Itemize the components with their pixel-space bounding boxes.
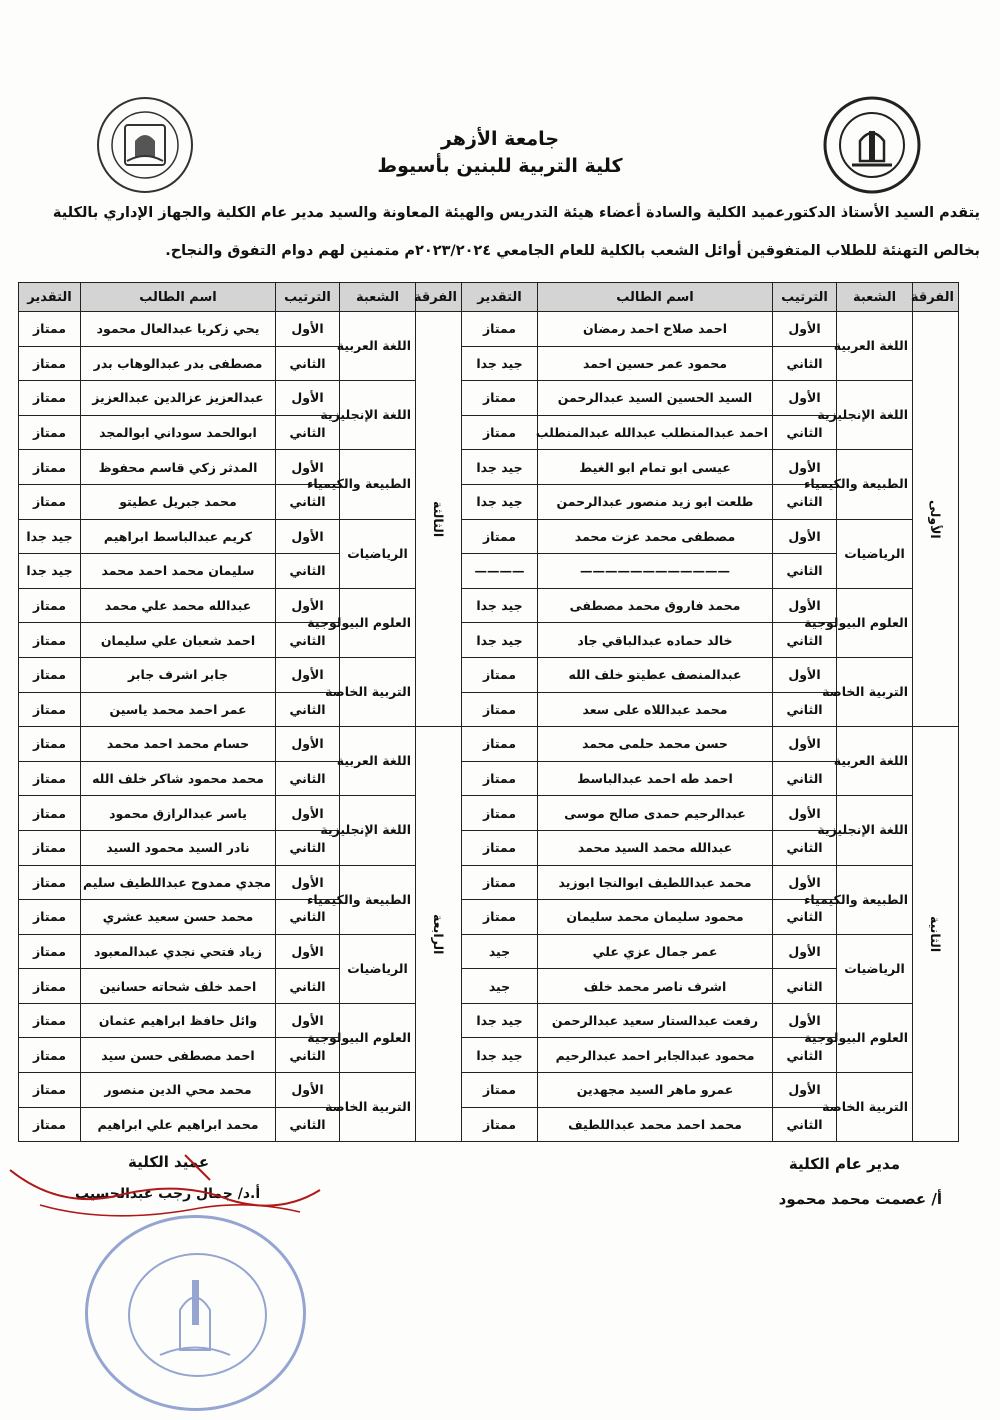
rank-cell: الثاني (773, 484, 837, 519)
grade-cell: ممتاز (462, 415, 538, 450)
grade-cell: ممتاز (462, 761, 538, 796)
grade-cell: ممتاز (462, 519, 538, 554)
branch-cell: العلوم البيولوجية (837, 588, 913, 657)
grade-cell: ممتاز (19, 692, 81, 727)
student-name-cell: مصطفى بدر عبدالوهاب بدر (81, 346, 276, 381)
grade-cell: ممتاز (19, 381, 81, 416)
rank-cell: الثاني (773, 415, 837, 450)
student-name-cell: يحي زكريا عبدالعال محمود (81, 312, 276, 347)
table-row (19, 588, 959, 623)
grade-cell: جيد جدا (462, 623, 538, 658)
grade-cell: ممتاز (462, 796, 538, 831)
grade-cell: جيد جدا (462, 588, 538, 623)
grade-cell: ممتاز (19, 1038, 81, 1073)
rank-cell: الثاني (276, 761, 340, 796)
grade-cell: ممتاز (19, 830, 81, 865)
branch-cell: اللغة الإنجليزية (340, 381, 416, 450)
table-row (19, 657, 959, 692)
table-row (19, 727, 959, 762)
student-name-cell: طلعت ابو زيد منصور عبدالرحمن (538, 484, 773, 519)
grade-cell: ممتاز (19, 796, 81, 831)
grade-cell: ممتاز (462, 1107, 538, 1142)
grade-cell: ———— (462, 554, 538, 589)
faculty-name: كلية التربية للبنين بأسيوط (377, 155, 623, 177)
table-row (19, 796, 959, 831)
year-label: الرابعة (431, 914, 446, 955)
grade-cell: ممتاز (462, 900, 538, 935)
rank-cell: الأول (276, 450, 340, 485)
student-name-cell: ابوالحمد سوداني ابوالمجد (81, 415, 276, 450)
student-name-cell: محمد عبداللطيف ابوالنجا ابوزيد (538, 865, 773, 900)
rank-cell: الأول (773, 657, 837, 692)
grade-cell: ممتاز (19, 484, 81, 519)
student-name-cell: احمد خلف شحاته حسانين (81, 969, 276, 1004)
rank-cell: الأول (773, 312, 837, 347)
grade-cell: ممتاز (19, 900, 81, 935)
student-name-cell: وائل حافظ ابراهيم عثمان (81, 1003, 276, 1038)
branch-cell: العلوم البيولوجية (340, 1003, 416, 1072)
student-name-cell: محمد جبريل عطيتو (81, 484, 276, 519)
grade-cell: جيد جدا (462, 346, 538, 381)
grade-cell: ممتاز (19, 415, 81, 450)
student-name-cell: احمد عبدالمنطلب عبدالله عبدالمنطلب (538, 415, 773, 450)
rank-cell: الثاني (276, 415, 340, 450)
rank-cell: الثاني (276, 554, 340, 589)
year-label: الثالثة (431, 500, 446, 538)
grade-cell: ممتاز (19, 657, 81, 692)
col-branch: الشعبة (340, 283, 416, 312)
col-year: الفرقة (416, 283, 462, 312)
student-name-cell: محمود عمر حسين احمد (538, 346, 773, 381)
rank-cell: الثاني (276, 623, 340, 658)
student-name-cell: احمد مصطفى حسن سيد (81, 1038, 276, 1073)
student-name-cell: خالد حماده عبدالباقي جاد (538, 623, 773, 658)
rank-cell: الثاني (773, 1107, 837, 1142)
table-row (19, 1003, 959, 1038)
rank-cell: الأول (773, 381, 837, 416)
rank-cell: الثاني (773, 554, 837, 589)
branch-cell: التربية الخاصة (340, 657, 416, 726)
student-name-cell: عمر جمال عزي علي (538, 934, 773, 969)
col-grade: التقدير (19, 283, 81, 312)
student-name-cell: سليمان محمد احمد محمد (81, 554, 276, 589)
student-name-cell: عبدالله محمد علي محمد (81, 588, 276, 623)
branch-cell: العلوم البيولوجية (837, 1003, 913, 1072)
student-name-cell: زياد فتحي نجدي عبدالمعبود (81, 934, 276, 969)
table-row (19, 1073, 959, 1108)
grade-cell: ممتاز (19, 865, 81, 900)
rank-cell: الثاني (276, 484, 340, 519)
branch-cell: الرياضيات (340, 934, 416, 1003)
grade-cell: ممتاز (462, 692, 538, 727)
col-year: الفرقة (913, 283, 959, 312)
grade-cell: ممتاز (462, 727, 538, 762)
branch-cell: الطبيعة والكيمياء (837, 865, 913, 934)
branch-cell: العلوم البيولوجية (340, 588, 416, 657)
grade-cell: ممتاز (19, 623, 81, 658)
grade-cell: ممتاز (19, 761, 81, 796)
rank-cell: الأول (276, 312, 340, 347)
intro-line-1: يتقدم السيد الأستاذ الدكتورعميد الكلية والسادة أعضاء هيئة التدريس والهيئة المعاونة والسيد مدير عام الكلية والجهاز الإداري بالكلية (52, 205, 980, 221)
student-name-cell: محمود سليمان محمد سليمان (538, 900, 773, 935)
intro-line-2: بخالص التهنئة للطلاب المتفوقين أوائل الشعب بالكلية للعام الجامعي ٢٠٢٣/٢٠٢٤م متمنين لهم دوام التفوق والنجاح. (165, 243, 980, 259)
branch-cell: الرياضيات (837, 934, 913, 1003)
student-name-cell: محمد عبداللاه على سعد (538, 692, 773, 727)
branch-cell: الرياضيات (340, 519, 416, 588)
year-cell (416, 727, 462, 1142)
grade-cell: ممتاز (19, 588, 81, 623)
grade-cell: ممتاز (19, 346, 81, 381)
table-row (19, 1107, 959, 1142)
table-row (19, 692, 959, 727)
branch-cell: اللغة العربية (340, 312, 416, 381)
student-name-cell: محمد ابراهيم علي ابراهيم (81, 1107, 276, 1142)
year-cell (913, 312, 959, 727)
table-header-row (19, 283, 959, 312)
rank-cell: الأول (276, 796, 340, 831)
branch-cell: التربية الخاصة (340, 1073, 416, 1142)
table-row (19, 450, 959, 485)
col-branch: الشعبة (837, 283, 913, 312)
branch-cell: اللغة الإنجليزية (340, 796, 416, 865)
student-name-cell: جابر اشرف جابر (81, 657, 276, 692)
grade-cell: ممتاز (19, 934, 81, 969)
rank-cell: الثاني (773, 830, 837, 865)
rank-cell: الأول (276, 588, 340, 623)
year-cell (913, 727, 959, 1142)
col-rank: الترتيب (773, 283, 837, 312)
table-row (19, 381, 959, 416)
branch-cell: الطبيعة والكيمياء (340, 865, 416, 934)
year-cell (416, 312, 462, 727)
grade-cell: ممتاز (462, 1073, 538, 1108)
rank-cell: الثاني (773, 761, 837, 796)
rank-cell: الأول (773, 934, 837, 969)
rank-cell: الأول (773, 865, 837, 900)
rank-cell: الثاني (773, 969, 837, 1004)
table-row (19, 312, 959, 347)
grade-cell: ممتاز (19, 969, 81, 1004)
dean-title: عميد الكلية (128, 1153, 210, 1171)
student-name-cell: اشرف ناصر محمد خلف (538, 969, 773, 1004)
student-name-cell: محمود عبدالجابر احمد عبدالرحيم (538, 1038, 773, 1073)
grade-cell: جيد جدا (19, 554, 81, 589)
student-name-cell: عبدالرحيم حمدى صالح موسى (538, 796, 773, 831)
grade-cell: ممتاز (19, 727, 81, 762)
student-name-cell: مصطفى محمد عزت محمد (538, 519, 773, 554)
col-name: اسم الطالب (81, 283, 276, 312)
grade-cell: ممتاز (462, 381, 538, 416)
table-row (19, 865, 959, 900)
rank-cell: الأول (276, 865, 340, 900)
student-name-cell: عبدالعزيز عزالدين عبدالعزيز (81, 381, 276, 416)
branch-cell: اللغة الإنجليزية (837, 796, 913, 865)
director-title: مدير عام الكلية (788, 1155, 900, 1173)
student-name-cell: احمد صلاح احمد رمضان (538, 312, 773, 347)
branch-cell: الطبيعة والكيمياء (340, 450, 416, 519)
branch-cell: التربية الخاصة (837, 1073, 913, 1142)
student-name-cell: محمد حسن سعيد عشري (81, 900, 276, 935)
student-name-cell: احمد شعبان علي سليمان (81, 623, 276, 658)
rank-cell: الأول (773, 796, 837, 831)
student-name-cell: محمد محمود شاكر خلف الله (81, 761, 276, 796)
rank-cell: الثاني (276, 830, 340, 865)
branch-cell: الطبيعة والكيمياء (837, 450, 913, 519)
grade-cell: جيد جدا (462, 1003, 538, 1038)
grade-cell: ممتاز (19, 312, 81, 347)
student-name-cell: السيد الحسين السيد عبدالرحمن (538, 381, 773, 416)
grade-cell: جيد جدا (19, 519, 81, 554)
grade-cell: ممتاز (462, 865, 538, 900)
student-name-cell: عبدالمنصف عطيتو خلف الله (538, 657, 773, 692)
col-rank: الترتيب (276, 283, 340, 312)
col-name: اسم الطالب (538, 283, 773, 312)
rank-cell: الأول (773, 588, 837, 623)
rank-cell: الأول (773, 1073, 837, 1108)
table-row (19, 934, 959, 969)
student-name-cell: حسن محمد حلمى محمد (538, 727, 773, 762)
student-name-cell: احمد طه احمد عبدالباسط (538, 761, 773, 796)
rank-cell: الثاني (276, 900, 340, 935)
grade-cell: ممتاز (19, 1107, 81, 1142)
grade-cell: جيد (462, 934, 538, 969)
student-name-cell: عبدالله محمد السيد محمد (538, 830, 773, 865)
rank-cell: الأول (276, 1003, 340, 1038)
student-name-cell: نادر السيد محمود السيد (81, 830, 276, 865)
rank-cell: الثاني (773, 692, 837, 727)
student-name-cell: المدثر زكي قاسم محفوظ (81, 450, 276, 485)
grade-cell: جيد جدا (462, 450, 538, 485)
table-row (19, 519, 959, 554)
rank-cell: الثاني (773, 346, 837, 381)
university-name: جامعة الأزهر (440, 128, 560, 150)
branch-cell: اللغة العربية (837, 312, 913, 381)
student-name-cell: عيسى ابو تمام ابو الغيط (538, 450, 773, 485)
rank-cell: الأول (276, 519, 340, 554)
grade-cell: ممتاز (19, 1003, 81, 1038)
student-name-cell: محمد محي الدين منصور (81, 1073, 276, 1108)
rank-cell: الثاني (276, 1107, 340, 1142)
student-name-cell: رفعت عبدالستار سعيد عبدالرحمن (538, 1003, 773, 1038)
year-label: الثانية (928, 916, 943, 953)
grade-cell: ممتاز (19, 1073, 81, 1108)
branch-cell: اللغة العربية (340, 727, 416, 796)
student-name-cell: محمد فاروق محمد مصطفى (538, 588, 773, 623)
grade-cell: ممتاز (462, 312, 538, 347)
rank-cell: الأول (773, 727, 837, 762)
student-name-cell: عمر احمد محمد ياسين (81, 692, 276, 727)
student-name-cell: كريم عبدالباسط ابراهيم (81, 519, 276, 554)
rank-cell: الثاني (773, 1038, 837, 1073)
student-name-cell: عمرو ماهر السيد مجهدين (538, 1073, 773, 1108)
stamp-inner-ring (128, 1253, 267, 1377)
grade-cell: ممتاز (19, 450, 81, 485)
branch-cell: اللغة العربية (837, 727, 913, 796)
grade-cell: ممتاز (462, 657, 538, 692)
rank-cell: الأول (773, 450, 837, 485)
rank-cell: الأول (276, 934, 340, 969)
table-row (19, 761, 959, 796)
student-name-cell: ياسر عبدالرازق محمود (81, 796, 276, 831)
grade-cell: جيد جدا (462, 484, 538, 519)
grade-cell: جيد جدا (462, 1038, 538, 1073)
director-name: أ/ عصمت محمد محمود (778, 1190, 942, 1208)
faculty-stamp (85, 1215, 306, 1411)
year-label: الأولى (928, 499, 943, 539)
rank-cell: الثاني (773, 900, 837, 935)
grade-cell: جيد (462, 969, 538, 1004)
rank-cell: الأول (276, 727, 340, 762)
rank-cell: الثاني (276, 346, 340, 381)
table-row (19, 346, 959, 381)
rank-cell: الثاني (276, 969, 340, 1004)
rank-cell: الأول (276, 1073, 340, 1108)
branch-cell: التربية الخاصة (837, 657, 913, 726)
table-body (19, 312, 959, 1142)
grade-cell: ممتاز (462, 830, 538, 865)
student-name-cell: مجدي ممدوح عبداللطيف سليم (81, 865, 276, 900)
student-name-cell: حسام محمد احمد محمد (81, 727, 276, 762)
rank-cell: الثاني (276, 1038, 340, 1073)
student-name-cell: ———————————— (538, 554, 773, 589)
rank-cell: الأول (773, 519, 837, 554)
col-grade: التقدير (462, 283, 538, 312)
table-row (19, 969, 959, 1004)
branch-cell: اللغة الإنجليزية (837, 381, 913, 450)
rank-cell: الثاني (276, 692, 340, 727)
branch-cell: الرياضيات (837, 519, 913, 588)
rank-cell: الأول (773, 1003, 837, 1038)
honors-table (18, 282, 959, 1142)
rank-cell: الأول (276, 657, 340, 692)
rank-cell: الأول (276, 381, 340, 416)
rank-cell: الثاني (773, 623, 837, 658)
dean-name: أ.د/ جمال رجب عبدالحسيب (75, 1186, 261, 1202)
student-name-cell: محمد احمد محمد عبداللطيف (538, 1107, 773, 1142)
table-row (19, 554, 959, 589)
